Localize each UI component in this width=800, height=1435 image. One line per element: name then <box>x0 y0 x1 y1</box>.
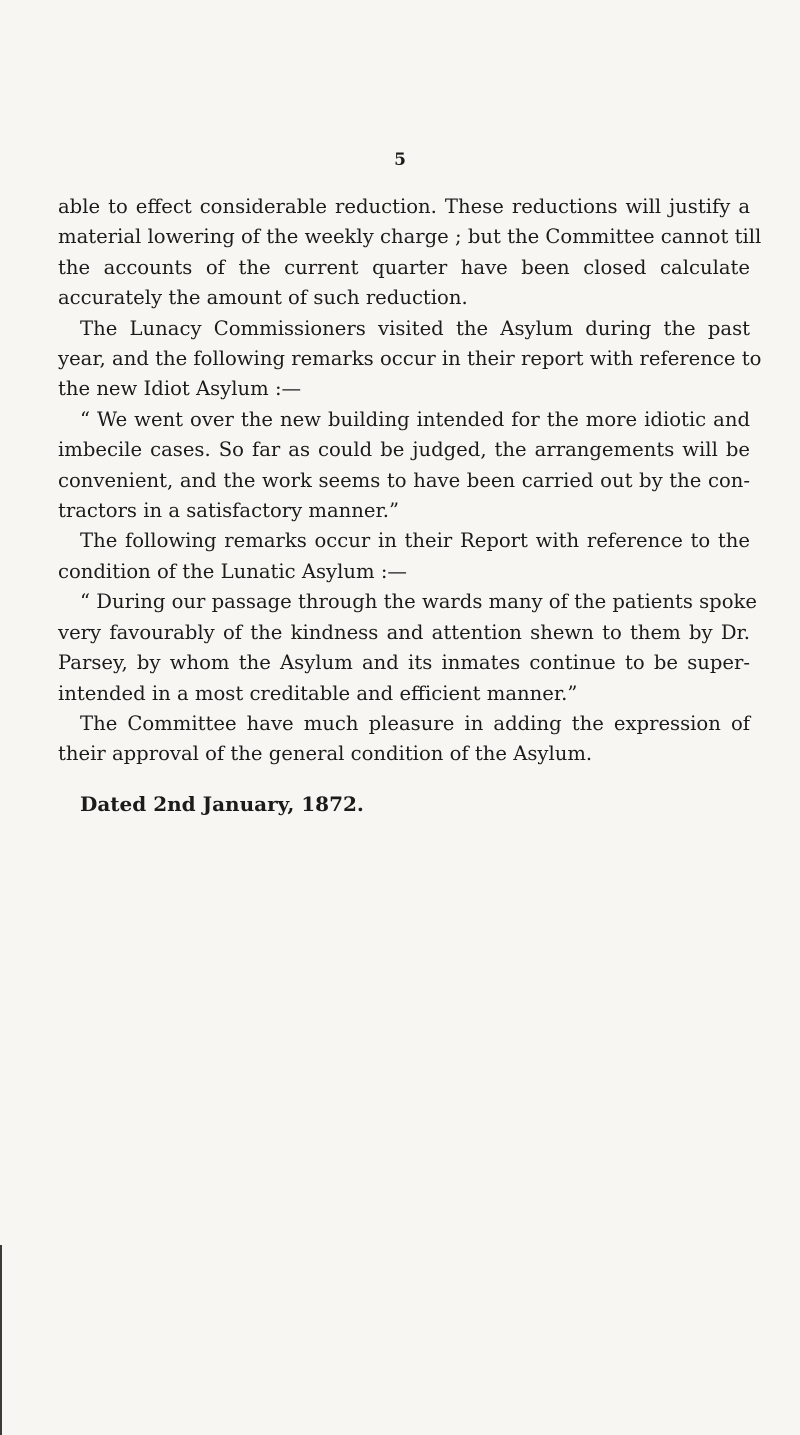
page-edge-mark <box>0 1245 2 1435</box>
text-line: their approval of the general condition of the Asylum. <box>58 742 593 766</box>
text-line: year, and the following remarks occur in their report with reference to <box>58 347 762 371</box>
date-line: Dated 2nd January, 1872. <box>80 792 364 816</box>
text-line: imbecile cases. So far as could be judged, the arrangements will be <box>58 438 750 462</box>
page-number: 5 <box>394 150 406 170</box>
text-line: the new Idiot Asylum :— <box>58 377 302 401</box>
text-line: condition of the Lunatic Asylum :— <box>58 559 408 583</box>
text-line: “ We went over the new building intended for the more idiotic and <box>80 407 750 431</box>
text-line: The Committee have much pleasure in adding the expression of <box>80 711 750 735</box>
text-line: material lowering of the weekly charge ; but the Committee cannot till <box>58 225 762 249</box>
text-line: very favourably of the kindness and attention shewn to them by Dr. <box>58 620 750 644</box>
text-line: convenient, and the work seems to have been carried out by the con- <box>58 468 750 492</box>
text-line: The following remarks occur in their Report with reference to the <box>80 529 750 553</box>
text-line: able to effect considerable reduction. These reductions will justify a <box>58 195 750 218</box>
text-line: tractors in a satisfactory manner.” <box>58 499 399 523</box>
text-line: “ During our passage through the wards many of the patients spoke <box>80 590 757 614</box>
text-line: intended in a most creditable and efficient manner.” <box>58 681 578 705</box>
text-line: accurately the amount of such reduction. <box>58 286 468 310</box>
text-line: The Lunacy Commissioners visited the Asylum during the past <box>80 316 750 340</box>
text-line: Parsey, by whom the Asylum and its inmates continue to be super- <box>58 651 750 675</box>
text-line: the accounts of the current quarter have been closed calculate <box>58 255 750 279</box>
body-text <box>58 192 762 770</box>
